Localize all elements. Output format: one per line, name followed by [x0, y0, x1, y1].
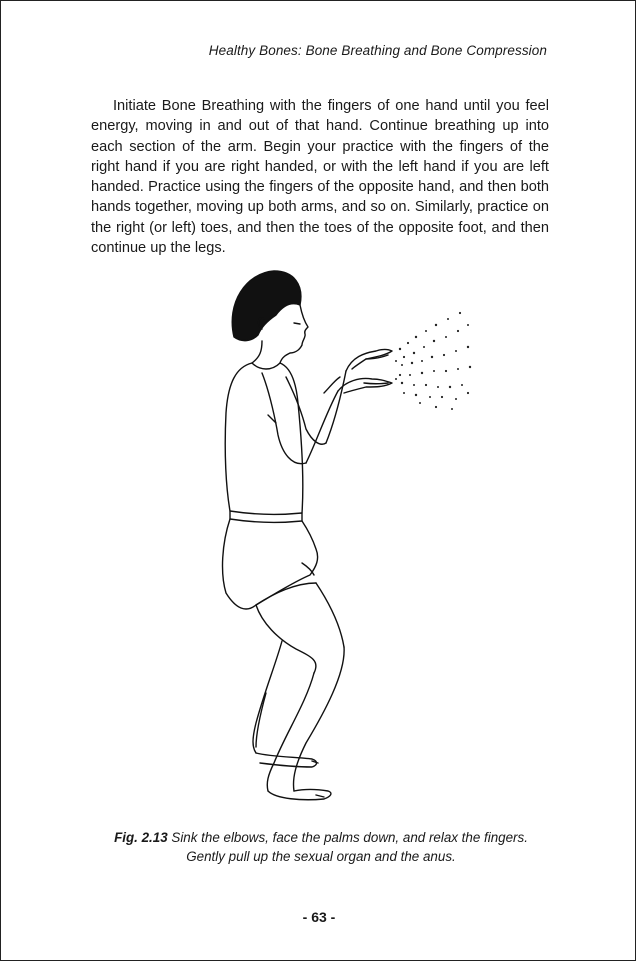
- front-foot: [268, 790, 331, 800]
- rear-foot: [256, 753, 317, 767]
- neck: [252, 341, 262, 363]
- energy-particles: [395, 312, 471, 410]
- upper-hand: [346, 350, 392, 372]
- hair: [232, 271, 301, 341]
- waistband: [230, 511, 302, 522]
- forearm-lower: [306, 391, 338, 463]
- lower-hand: [338, 379, 392, 394]
- forearm-upper: [326, 371, 346, 443]
- chest: [280, 363, 303, 513]
- rear-thigh: [256, 605, 316, 673]
- man-standing-illustration: [216, 263, 476, 811]
- page-number: - 63 -: [302, 909, 336, 925]
- figure-illustration: [216, 263, 476, 811]
- shoulder-back: [225, 363, 252, 511]
- front-shin-back: [267, 673, 314, 791]
- body-paragraph: Initiate Bone Breathing with the fingers of one hand until you feel energy, moving in and out of that hand. Continue breathing up into each section of the arm. Begin your practice with the fingers of the right hand if you are right handed, or with the left hand if you are left handed. Practice using the fingers of the opposite hand, and then both hands together, moving up both arms, and so on. Similarly, practice on the right (or left) toes, and then the toes of the opposite foot, and then continue up the legs.: [91, 98, 549, 257]
- figure-label: Fig. 2.13: [114, 830, 168, 845]
- caption-line-1: Sink the elbows, face the palms down, and relax the fingers.: [171, 830, 528, 845]
- front-shin: [294, 647, 345, 791]
- collar: [252, 363, 280, 369]
- figure-caption: [61, 829, 581, 866]
- face: [280, 305, 308, 363]
- running-header: Healthy Bones: Bone Breathing and Bone Compression: [208, 43, 547, 58]
- front-thigh: [316, 583, 344, 647]
- caption-line-2: Gently pull up the sexual organ and the anus.: [186, 848, 456, 864]
- upper-arm-front: [286, 377, 326, 444]
